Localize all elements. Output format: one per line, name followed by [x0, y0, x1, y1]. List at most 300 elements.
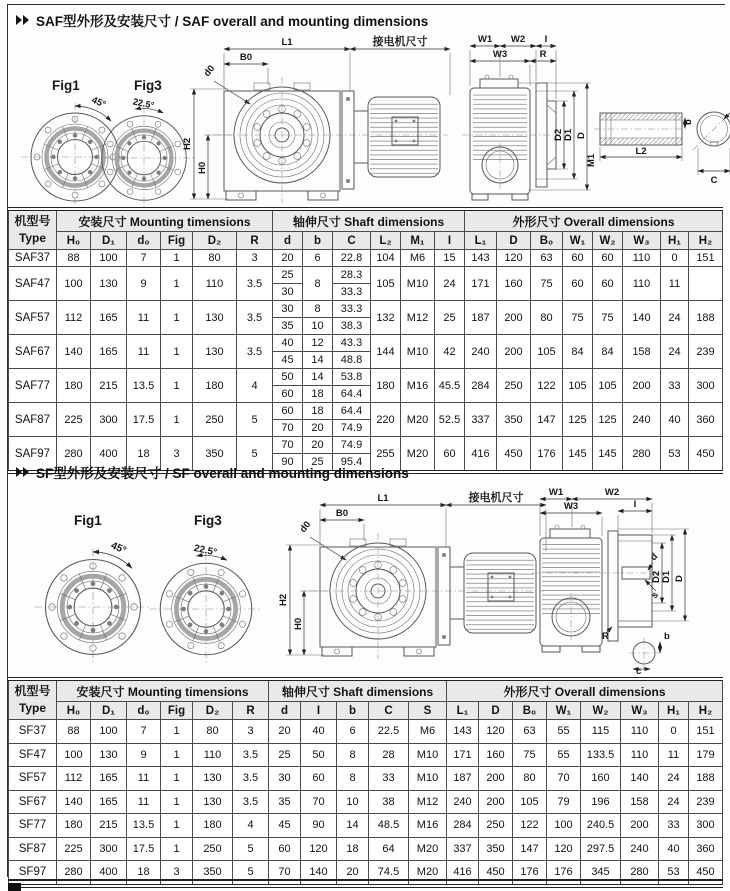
dimension-label-b: b [664, 631, 670, 642]
value-cell: 300 [91, 837, 127, 861]
value-cell: 200 [497, 301, 531, 335]
value-cell: 42 [435, 335, 465, 369]
value-cell: 70 [547, 767, 581, 791]
value-cell: 105 [563, 369, 593, 403]
value-cell: 1 [161, 837, 193, 861]
value-cell: 5 [233, 837, 269, 861]
value-cell: 38.3 [333, 318, 371, 335]
value-cell: 90 [273, 454, 303, 473]
value-cell: 38 [369, 790, 409, 814]
dimension-label-l2: L2 [635, 146, 647, 157]
value-cell: 11 [127, 790, 161, 814]
section-title: SAF型外形及安装尺寸 / SAF overall and mounting dimensions [36, 14, 429, 29]
value-cell: 200 [479, 767, 513, 791]
column-group-header: 轴伸尺寸 Shaft dimensions [273, 209, 465, 232]
value-cell: 33.3 [333, 284, 371, 301]
value-cell: 55 [547, 743, 581, 767]
value-cell: 105 [513, 790, 547, 814]
value-cell: 18 [303, 386, 333, 403]
value-cell: 120 [479, 720, 513, 744]
value-cell: 18 [127, 437, 161, 473]
column-header: L₁ [447, 702, 479, 720]
fig1-angle-label: 45° [109, 540, 128, 557]
value-cell: 450 [689, 437, 723, 473]
value-cell: 239 [689, 790, 723, 814]
dimension-label-w3: W3 [563, 501, 579, 512]
table-row [9, 403, 723, 420]
column-header: D₁ [91, 232, 127, 250]
value-cell: 8 [337, 743, 369, 767]
value-cell: M12 [401, 301, 435, 335]
column-header: B₀ [513, 702, 547, 720]
column-header: C [333, 232, 371, 250]
value-cell: 75 [593, 301, 623, 335]
dimension-label-d2: D2 [651, 570, 662, 583]
table-row [9, 369, 723, 386]
table-row [9, 301, 723, 318]
model-cell: SF57 [9, 767, 57, 791]
value-cell: 84 [563, 335, 593, 369]
value-cell: 3.5 [233, 743, 269, 767]
table-row [9, 335, 723, 352]
value-cell: 20 [273, 250, 303, 267]
table-row [9, 720, 723, 744]
value-cell: 25 [273, 267, 303, 284]
fig3-angle-label: 22.5° [192, 542, 218, 559]
value-cell: 200 [623, 369, 661, 403]
value-cell: 1 [161, 335, 193, 369]
value-cell: M20 [409, 837, 447, 861]
fig3-flange-drawing [89, 78, 196, 210]
value-cell: 25 [269, 743, 301, 767]
value-cell: 53 [661, 437, 689, 473]
value-cell: 14 [303, 352, 333, 369]
value-cell: 110 [623, 267, 661, 301]
model-cell: SAF37 [9, 250, 57, 267]
value-cell: 120 [301, 837, 337, 861]
value-cell: 300 [689, 814, 723, 838]
value-cell: 3.5 [237, 267, 273, 301]
value-cell: 70 [269, 861, 301, 886]
column-header: H₂ [689, 702, 723, 720]
value-cell: 75 [531, 267, 563, 301]
value-cell: 10 [337, 790, 369, 814]
model-type-header: 机型号 Type [9, 679, 57, 720]
model-cell: SF47 [9, 743, 57, 767]
value-cell: 1 [161, 767, 193, 791]
value-cell: M6 [409, 720, 447, 744]
fig1-flange-drawing [21, 78, 129, 211]
value-cell: 35 [269, 790, 301, 814]
value-cell: 4 [233, 814, 269, 838]
value-cell: 240 [465, 335, 497, 369]
saf-technical-drawing [8, 33, 722, 205]
value-cell: 50 [273, 369, 303, 386]
sf-section-heading [16, 462, 409, 482]
fig1-label: Fig1 [74, 513, 102, 528]
value-cell: 345 [581, 861, 621, 886]
dimension-label-w1: W1 [477, 34, 493, 45]
value-cell: 160 [581, 767, 621, 791]
value-cell: 53 [659, 861, 689, 886]
value-cell: 8 [303, 301, 333, 318]
dimension-table [8, 677, 723, 888]
value-cell: 90 [301, 814, 337, 838]
value-cell: 3.5 [237, 335, 273, 369]
value-cell: 45 [273, 352, 303, 369]
value-cell: 20 [303, 437, 333, 454]
column-header: Fig [161, 702, 193, 720]
value-cell: 20 [269, 720, 301, 744]
value-cell: 60 [301, 767, 337, 791]
table-row [9, 437, 723, 454]
value-cell: 200 [497, 335, 531, 369]
section-title: SF型外形及安装尺寸 / SF overall and mounting dimensions [36, 466, 409, 481]
value-cell: 3 [237, 250, 273, 267]
value-cell: 176 [547, 861, 581, 886]
value-cell: 215 [91, 814, 127, 838]
column-header: d₀ [127, 702, 161, 720]
value-cell: 9 [127, 743, 161, 767]
value-cell: 200 [479, 790, 513, 814]
value-cell: 145 [563, 437, 593, 473]
value-cell: 1 [161, 267, 193, 301]
value-cell: 280 [621, 861, 659, 886]
model-cell: SF77 [9, 814, 57, 838]
value-cell: M10 [409, 767, 447, 791]
value-cell: 300 [91, 403, 127, 437]
column-header: D [497, 232, 531, 250]
motor-dimension-label: 接电机尺寸 [372, 36, 428, 48]
dimension-table [8, 207, 723, 474]
value-cell: 3.5 [237, 301, 273, 335]
value-cell: 40 [661, 403, 689, 437]
value-cell: 0 [659, 720, 689, 744]
value-cell: 13.5 [127, 814, 161, 838]
value-cell: 6 [337, 720, 369, 744]
shaft-diameter-label-d: d [648, 551, 661, 564]
page-footer-rule [8, 879, 723, 881]
model-cell: SF87 [9, 837, 57, 861]
value-cell: 215 [91, 369, 127, 403]
value-cell: 6 [303, 250, 333, 267]
value-cell: 63 [513, 720, 547, 744]
value-cell: 151 [689, 250, 723, 267]
value-cell: 80 [193, 720, 233, 744]
value-cell: 20 [303, 420, 333, 437]
value-cell: 180 [57, 369, 91, 403]
value-cell: 240 [447, 790, 479, 814]
value-cell: 140 [621, 767, 659, 791]
column-header: H₁ [661, 232, 689, 250]
value-cell: 22.8 [333, 250, 371, 267]
value-cell: 52.5 [435, 403, 465, 437]
column-header: S [409, 702, 447, 720]
value-cell: 450 [689, 861, 723, 886]
value-cell: 280 [57, 861, 91, 886]
value-cell: 75 [563, 301, 593, 335]
dimension-label-w3: W3 [492, 49, 508, 60]
value-cell: 240 [623, 403, 661, 437]
column-header: L₂ [371, 232, 401, 250]
fig3-angle-label: 22.5° [132, 96, 156, 111]
fig3-label: Fig3 [134, 78, 162, 93]
dimension-label-w1: W1 [548, 487, 564, 498]
value-cell: 100 [547, 814, 581, 838]
value-cell: 104 [371, 250, 401, 267]
value-cell: 250 [479, 814, 513, 838]
value-cell: 250 [193, 837, 233, 861]
value-cell: 1 [161, 720, 193, 744]
value-cell: 130 [91, 743, 127, 767]
value-cell: M20 [401, 403, 435, 437]
value-cell: 3.5 [233, 767, 269, 791]
value-cell: 360 [689, 837, 723, 861]
value-cell: 63 [531, 250, 563, 267]
value-cell: 120 [497, 250, 531, 267]
table-row [9, 767, 723, 791]
value-cell: 100 [57, 267, 91, 301]
fig1-flange-drawing [35, 513, 152, 665]
value-cell: 196 [581, 790, 621, 814]
dimension-label-h0: H0 [197, 161, 208, 174]
value-cell: 10 [303, 318, 333, 335]
model-cell: SAF47 [9, 267, 57, 301]
column-header: B₀ [531, 232, 563, 250]
value-cell: 80 [531, 301, 563, 335]
dimension-label-d2: D2 [553, 128, 564, 141]
value-cell: 1 [161, 301, 193, 335]
value-cell: 74.9 [333, 437, 371, 454]
value-cell: 284 [465, 369, 497, 403]
gearbox-end-view [462, 34, 591, 200]
value-cell: 80 [193, 250, 237, 267]
model-type-header: 机型号 Type [9, 209, 57, 250]
value-cell: 130 [193, 767, 233, 791]
value-cell: 7 [127, 720, 161, 744]
value-cell: 165 [91, 767, 127, 791]
value-cell: M10 [401, 267, 435, 301]
value-cell: 40 [273, 335, 303, 352]
value-cell: 171 [465, 267, 497, 301]
value-cell: 8 [337, 767, 369, 791]
value-cell: 11 [127, 767, 161, 791]
section-marker-icon [16, 467, 30, 477]
value-cell: 350 [497, 403, 531, 437]
dimension-label-d1: D1 [563, 128, 574, 141]
value-cell: 33 [659, 814, 689, 838]
dimension-label-w2: W2 [510, 34, 526, 45]
dimension-label-i: I [633, 499, 637, 510]
column-header: D₁ [91, 702, 127, 720]
fig1-angle-label: 45° [89, 94, 108, 111]
value-cell: 5 [237, 437, 273, 473]
value-cell: 60 [563, 267, 593, 301]
column-header: d₀ [127, 232, 161, 250]
value-cell: 337 [447, 837, 479, 861]
value-cell: 143 [447, 720, 479, 744]
value-cell: 53.8 [333, 369, 371, 386]
column-header: M₁ [401, 232, 435, 250]
value-cell: 60 [563, 250, 593, 267]
value-cell: 176 [531, 437, 563, 473]
column-group-header: 外形尺寸 Overall dimensions [447, 679, 723, 702]
dimension-label-d0: d0 [297, 519, 314, 535]
value-cell: 132 [371, 301, 401, 335]
value-cell: 158 [623, 335, 661, 369]
value-cell: 18 [127, 861, 161, 886]
value-cell: 0 [661, 250, 689, 267]
column-header: D₂ [193, 232, 237, 250]
value-cell: M10 [409, 743, 447, 767]
dimension-label-i: I [544, 34, 548, 45]
value-cell: 88 [57, 720, 91, 744]
value-cell: 95.4 [333, 454, 371, 473]
value-cell: 70 [301, 790, 337, 814]
value-cell: 20 [337, 861, 369, 886]
column-header: W₃ [621, 702, 659, 720]
value-cell: 171 [447, 743, 479, 767]
value-cell: 225 [57, 403, 91, 437]
value-cell: 416 [447, 861, 479, 886]
value-cell: 240 [621, 837, 659, 861]
value-cell: 180 [193, 369, 237, 403]
column-header: b [303, 232, 333, 250]
value-cell: 60 [273, 386, 303, 403]
value-cell: 60 [435, 437, 465, 473]
value-cell: 50 [301, 743, 337, 767]
model-cell: SF37 [9, 720, 57, 744]
value-cell: 300 [689, 369, 723, 403]
value-cell: 105 [531, 335, 563, 369]
value-cell: 250 [497, 369, 531, 403]
value-cell: 350 [193, 437, 237, 473]
value-cell: 60 [593, 267, 623, 301]
column-header: Fig [161, 232, 193, 250]
dimension-label-d0: d0 [201, 63, 218, 79]
value-cell: 33 [369, 767, 409, 791]
value-cell: 105 [593, 369, 623, 403]
value-cell: 188 [689, 301, 723, 335]
value-cell: M12 [409, 790, 447, 814]
value-cell: 110 [621, 743, 659, 767]
column-header: I [435, 232, 465, 250]
value-cell: 60 [269, 837, 301, 861]
value-cell: 30 [273, 284, 303, 301]
value-cell [689, 267, 723, 301]
value-cell: 122 [513, 814, 547, 838]
section-marker-icon [16, 15, 30, 25]
value-cell: 24 [661, 301, 689, 335]
value-cell: 122 [531, 369, 563, 403]
value-cell: 48.8 [333, 352, 371, 369]
column-group-header: 安装尺寸 Mounting timensions [57, 679, 269, 702]
value-cell: 110 [621, 720, 659, 744]
value-cell: M16 [401, 369, 435, 403]
value-cell: 360 [689, 403, 723, 437]
value-cell: 43.3 [333, 335, 371, 352]
value-cell: 8 [303, 267, 333, 301]
value-cell: 84 [593, 335, 623, 369]
value-cell: 35 [273, 318, 303, 335]
column-header: H₂ [689, 232, 723, 250]
value-cell: 112 [57, 767, 91, 791]
dimension-label-d-outer: D [674, 575, 685, 582]
value-cell: 3 [233, 720, 269, 744]
value-cell: 240.5 [581, 814, 621, 838]
dimension-label-d1: D1 [661, 570, 672, 583]
value-cell: M20 [409, 861, 447, 886]
value-cell: 24 [659, 767, 689, 791]
column-header: b [337, 702, 369, 720]
value-cell: 100 [91, 720, 127, 744]
dimension-label-h2: H2 [182, 137, 193, 150]
value-cell: 225 [57, 837, 91, 861]
column-header: W₁ [563, 232, 593, 250]
value-cell: 200 [621, 814, 659, 838]
value-cell: 48.5 [369, 814, 409, 838]
value-cell: 144 [371, 335, 401, 369]
motor-dimension-label: 接电机尺寸 [468, 492, 524, 504]
table-row [9, 814, 723, 838]
saf-dimensions-table [8, 207, 723, 474]
shaft-label-s: s [649, 589, 661, 602]
value-cell: 130 [91, 267, 127, 301]
value-cell: M20 [401, 437, 435, 473]
value-cell: 1 [161, 790, 193, 814]
value-cell: 5 [233, 861, 269, 886]
value-cell: 220 [371, 403, 401, 437]
dimension-label-d: D [576, 132, 587, 139]
gearbox-end-view [532, 487, 689, 677]
value-cell: 400 [91, 861, 127, 886]
value-cell: 28 [369, 743, 409, 767]
value-cell: 250 [193, 403, 237, 437]
column-header: d [273, 232, 303, 250]
value-cell: 350 [193, 861, 233, 886]
value-cell: 11 [127, 301, 161, 335]
saf-section-heading [16, 10, 428, 30]
table-row [9, 790, 723, 814]
model-cell: SF97 [9, 861, 57, 886]
dimension-label-l1: L1 [377, 493, 389, 504]
value-cell: 165 [91, 301, 127, 335]
value-cell: 11 [659, 743, 689, 767]
value-cell: 1 [161, 369, 193, 403]
value-cell: 40 [301, 720, 337, 744]
value-cell: 75 [513, 743, 547, 767]
value-cell: 180 [193, 814, 233, 838]
value-cell: 14 [337, 814, 369, 838]
column-header: D [479, 702, 513, 720]
value-cell: 160 [479, 743, 513, 767]
table-row [9, 743, 723, 767]
value-cell: 115 [581, 720, 621, 744]
value-cell: 60 [273, 403, 303, 420]
value-cell: 11 [661, 267, 689, 301]
value-cell: 120 [547, 837, 581, 861]
gearbox-motor-front-view [182, 34, 450, 203]
value-cell: 140 [57, 790, 91, 814]
value-cell: 350 [479, 837, 513, 861]
value-cell: 25 [303, 454, 333, 473]
fig1-label: Fig1 [52, 78, 80, 93]
sf-technical-drawing [8, 487, 722, 675]
value-cell: 284 [447, 814, 479, 838]
value-cell: 100 [57, 743, 91, 767]
value-cell: 74.9 [333, 420, 371, 437]
value-cell: 64.4 [333, 403, 371, 420]
